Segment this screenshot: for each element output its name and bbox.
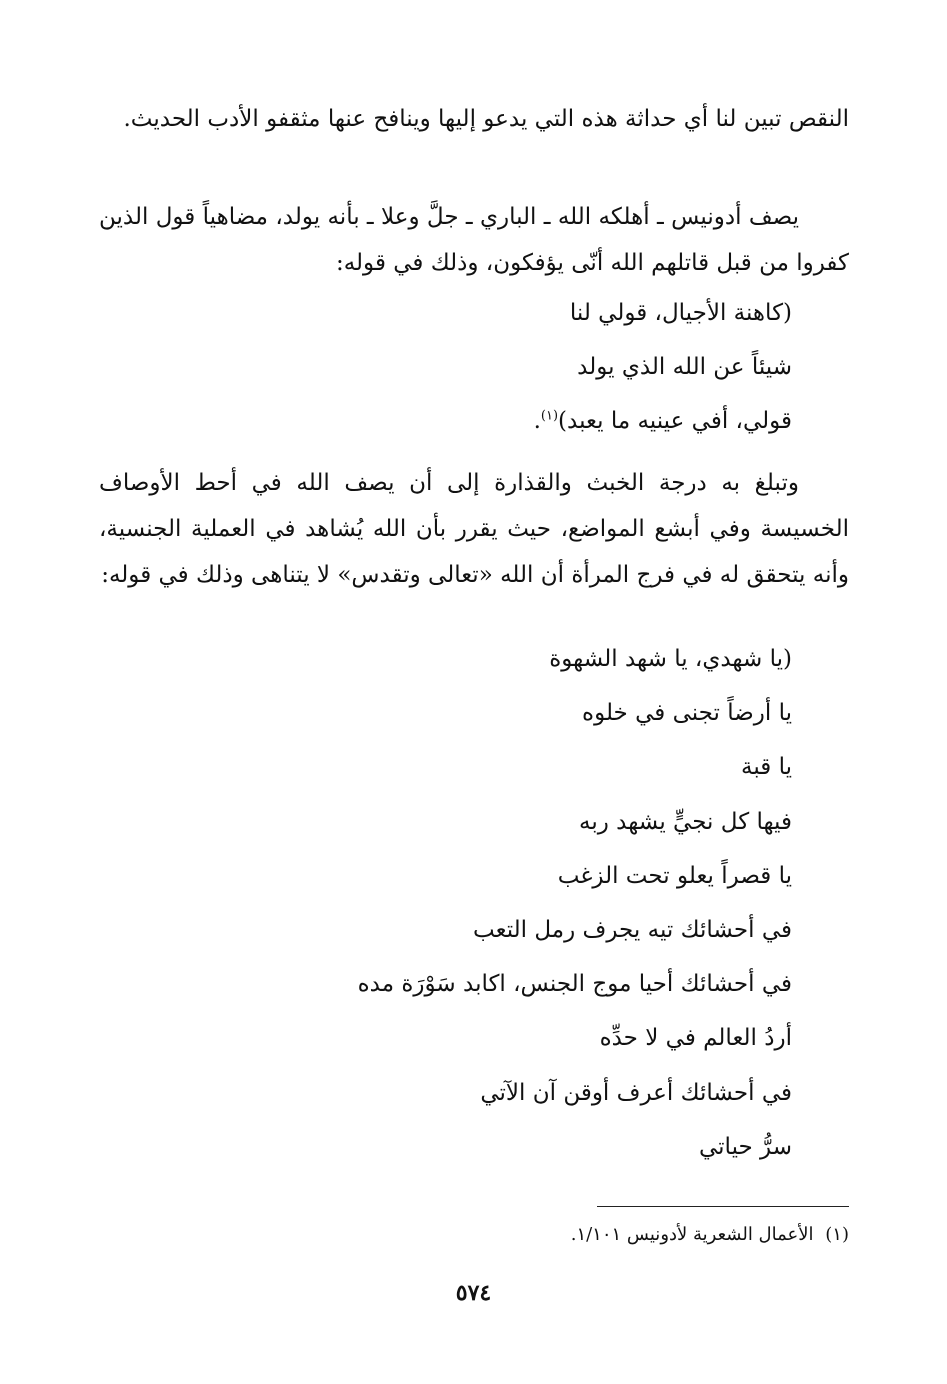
poem-1-line-3-period: . bbox=[533, 408, 541, 434]
poem-2-line: في أحشائك أعرف أوقن آن الآتي bbox=[480, 1079, 792, 1106]
poem-2-line: يا قبة bbox=[741, 754, 792, 781]
poem-2-line: (يا شهدي، يا شهد الشهوة bbox=[549, 646, 792, 672]
poem-2-line: في أحشائك أحيا موج الجنس، اكابد سَوْرَة مده bbox=[357, 971, 792, 998]
poem-1-line-2: شيئاً عن الله الذي يولد bbox=[577, 354, 792, 380]
poem-2-line: فيها كل نجيٍّ يشهد ربه bbox=[578, 808, 792, 835]
poem-1-line-1: (كاهنة الأجيال، قولي لنا bbox=[569, 300, 792, 326]
poem-1-line-3-text: قولي، أفي عينيه ما يعبد) bbox=[558, 408, 792, 434]
footnote-divider bbox=[597, 1206, 849, 1207]
poem-2-line: أردُ العالم في لا حدِّه bbox=[599, 1025, 792, 1052]
paragraph-critique: وتبلغ به درجة الخبث والقذارة إلى أن يصف الله في أحط الأوصاف الخسيسة وفي أبشع المواضع، حيث يقرر بأن الله يُشاهد في العملية الجنسية، وأنه يتحقق له في فرج المرأة أن الله «تعالى وتقدس» لا يتناهى وذلك في قوله: bbox=[99, 470, 849, 588]
poem-excerpt-2 bbox=[112, 632, 792, 1174]
poem-2-line: في أحشائك تيه يجرف رمل التعب bbox=[473, 916, 792, 943]
footnote-text: الأعمال الشعرية لأدونيس ١/١٠١. bbox=[570, 1224, 814, 1245]
page-number: ٥٧٤ bbox=[455, 1280, 492, 1306]
footnote-1 bbox=[99, 1218, 849, 1252]
poem-2-line: يا أرضاً تجنى في خلوه bbox=[582, 700, 792, 727]
poem-excerpt-1 bbox=[112, 286, 792, 448]
footnote-marker: (١) bbox=[825, 1224, 849, 1245]
poem-1-line-3 bbox=[112, 394, 792, 448]
poem-2-line: سرُّ حياتي bbox=[698, 1133, 792, 1160]
paragraph-adonis-description: يصف أدونيس ـ أهلكه الله ـ الباري ـ جلَّ وعلا ـ بأنه يولد، مضاهياً قول الذين كفروا من قبل قاتلهم الله أنّى يؤفكون، وذلك في قوله: bbox=[99, 204, 849, 276]
paragraph-intro: النقص تبين لنا أي حداثة هذه التي يدعو إليها وينافح عنها مثقفو الأدب الحديث. bbox=[123, 106, 849, 132]
poem-2-line: يا قصراً يعلو تحت الزغب bbox=[557, 862, 792, 889]
footnote-reference-1: (١) bbox=[540, 408, 559, 424]
